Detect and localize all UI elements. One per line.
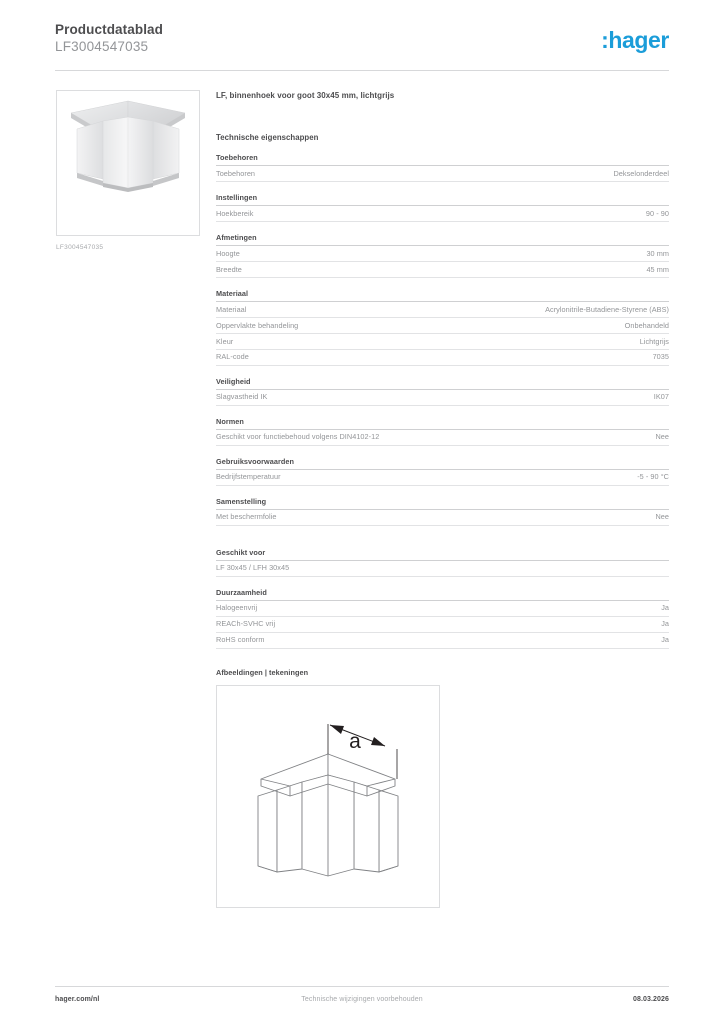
- footer-website[interactable]: hager.com/nl: [55, 996, 100, 1003]
- spec-row: [216, 166, 669, 182]
- spec-row: [216, 617, 669, 633]
- spec-value: 30 mm: [646, 248, 669, 258]
- spec-group: [216, 153, 669, 182]
- spec-group-title: Toebehoren: [216, 153, 669, 166]
- spec-label: RoHS conform: [216, 635, 265, 645]
- spec-label: Breedte: [216, 264, 242, 274]
- spec-row: [216, 390, 669, 406]
- specification-table: [216, 153, 669, 649]
- product-description: LF, binnenhoek voor goot 30x45 mm, lichtgrijs: [216, 91, 395, 100]
- spec-value: Ja: [661, 603, 669, 613]
- spec-row: [216, 601, 669, 617]
- spec-label: Bedrijfstemperatuur: [216, 472, 281, 482]
- spec-value: Onbehandeld: [624, 320, 669, 330]
- spec-row: [216, 302, 669, 318]
- product-reference: LF3004547035: [55, 39, 149, 54]
- page-footer: [55, 996, 669, 1010]
- spec-label: Slagvastheid IK: [216, 392, 268, 402]
- spec-row: [216, 470, 669, 486]
- product-photo: [56, 90, 200, 236]
- spec-group-title: Samenstelling: [216, 497, 669, 510]
- page-title: Productdatablad: [55, 22, 164, 37]
- spec-value: Nee: [655, 512, 669, 522]
- spec-value: Acrylonitrile-Butadiene-Styrene (ABS): [545, 304, 669, 314]
- spec-value: Nee: [655, 432, 669, 442]
- spec-row: [216, 350, 669, 366]
- spec-group: [216, 497, 669, 526]
- spec-value: Lichtgrijs: [639, 336, 669, 346]
- technical-drawing-illustration: [217, 686, 439, 907]
- footer-notice: Technische wijzigingen voorbehouden: [301, 996, 423, 1003]
- drawings-heading: Afbeeldingen | tekeningen: [216, 667, 309, 677]
- spec-label: Oppervlakte behandeling: [216, 320, 299, 330]
- product-photo-caption: LF3004547035: [56, 244, 104, 251]
- spec-value: Dekselonderdeel: [613, 168, 669, 178]
- spec-group: [216, 377, 669, 406]
- spec-value: 7035: [652, 352, 669, 362]
- technical-properties-heading: Technische eigenschappen: [216, 133, 319, 142]
- spec-group-title: Instellingen: [216, 193, 669, 206]
- spec-label: Halogeenvrij: [216, 603, 258, 613]
- spec-label: Toebehoren: [216, 168, 256, 178]
- spec-label: Materiaal: [216, 304, 247, 314]
- header-divider: [55, 70, 669, 71]
- spec-value: Ja: [661, 635, 669, 645]
- spec-label: Geschikt voor functiebehoud volgens DIN4102-12: [216, 432, 380, 442]
- spec-group: [216, 233, 669, 278]
- dimension-label-a: a: [349, 729, 361, 753]
- spec-row: [216, 510, 669, 526]
- spec-value: 90 - 90: [645, 208, 669, 218]
- technical-drawing: [216, 685, 440, 908]
- spec-group: [216, 588, 669, 649]
- spec-group-title: Normen: [216, 417, 669, 430]
- spec-value: 45 mm: [646, 264, 669, 274]
- spec-group-title: Veiligheid: [216, 377, 669, 390]
- spec-group-title: Materiaal: [216, 289, 669, 302]
- spec-label: Kleur: [216, 336, 234, 346]
- spec-group-title: Gebruiksvoorwaarden: [216, 457, 669, 470]
- product-photo-illustration: [57, 91, 199, 235]
- main-content: [216, 90, 669, 908]
- spec-group-title: Duurzaamheid: [216, 588, 669, 601]
- spec-label: Hoogte: [216, 248, 240, 258]
- spec-value: -5 - 90 °C: [637, 472, 669, 482]
- spec-group-title: Geschikt voor: [216, 548, 669, 561]
- spec-group: [216, 193, 669, 222]
- spec-row: [216, 561, 669, 577]
- spec-group-title: Afmetingen: [216, 233, 669, 246]
- page-header: [55, 22, 669, 68]
- hager-logo: :hager: [601, 27, 669, 53]
- spec-row: [216, 633, 669, 649]
- spec-group: [216, 457, 669, 486]
- spec-row: [216, 318, 669, 334]
- spec-row: [216, 262, 669, 278]
- spec-group: [216, 289, 669, 366]
- spec-label: LF 30x45 / LFH 30x45: [216, 563, 290, 573]
- spec-value: IK07: [653, 392, 669, 402]
- spec-label: RAL-code: [216, 352, 249, 362]
- spec-value: Ja: [661, 619, 669, 629]
- spec-label: Hoekbereik: [216, 208, 254, 218]
- spec-row: [216, 334, 669, 350]
- spec-group: [216, 548, 669, 577]
- spec-row: [216, 246, 669, 262]
- footer-divider: [55, 986, 669, 987]
- spec-label: REACh-SVHC vrij: [216, 619, 276, 629]
- spec-row: [216, 206, 669, 222]
- spec-row: [216, 430, 669, 446]
- footer-date: 08.03.2026: [632, 996, 669, 1003]
- spec-label: Met beschermfolie: [216, 512, 277, 522]
- spec-group: [216, 417, 669, 446]
